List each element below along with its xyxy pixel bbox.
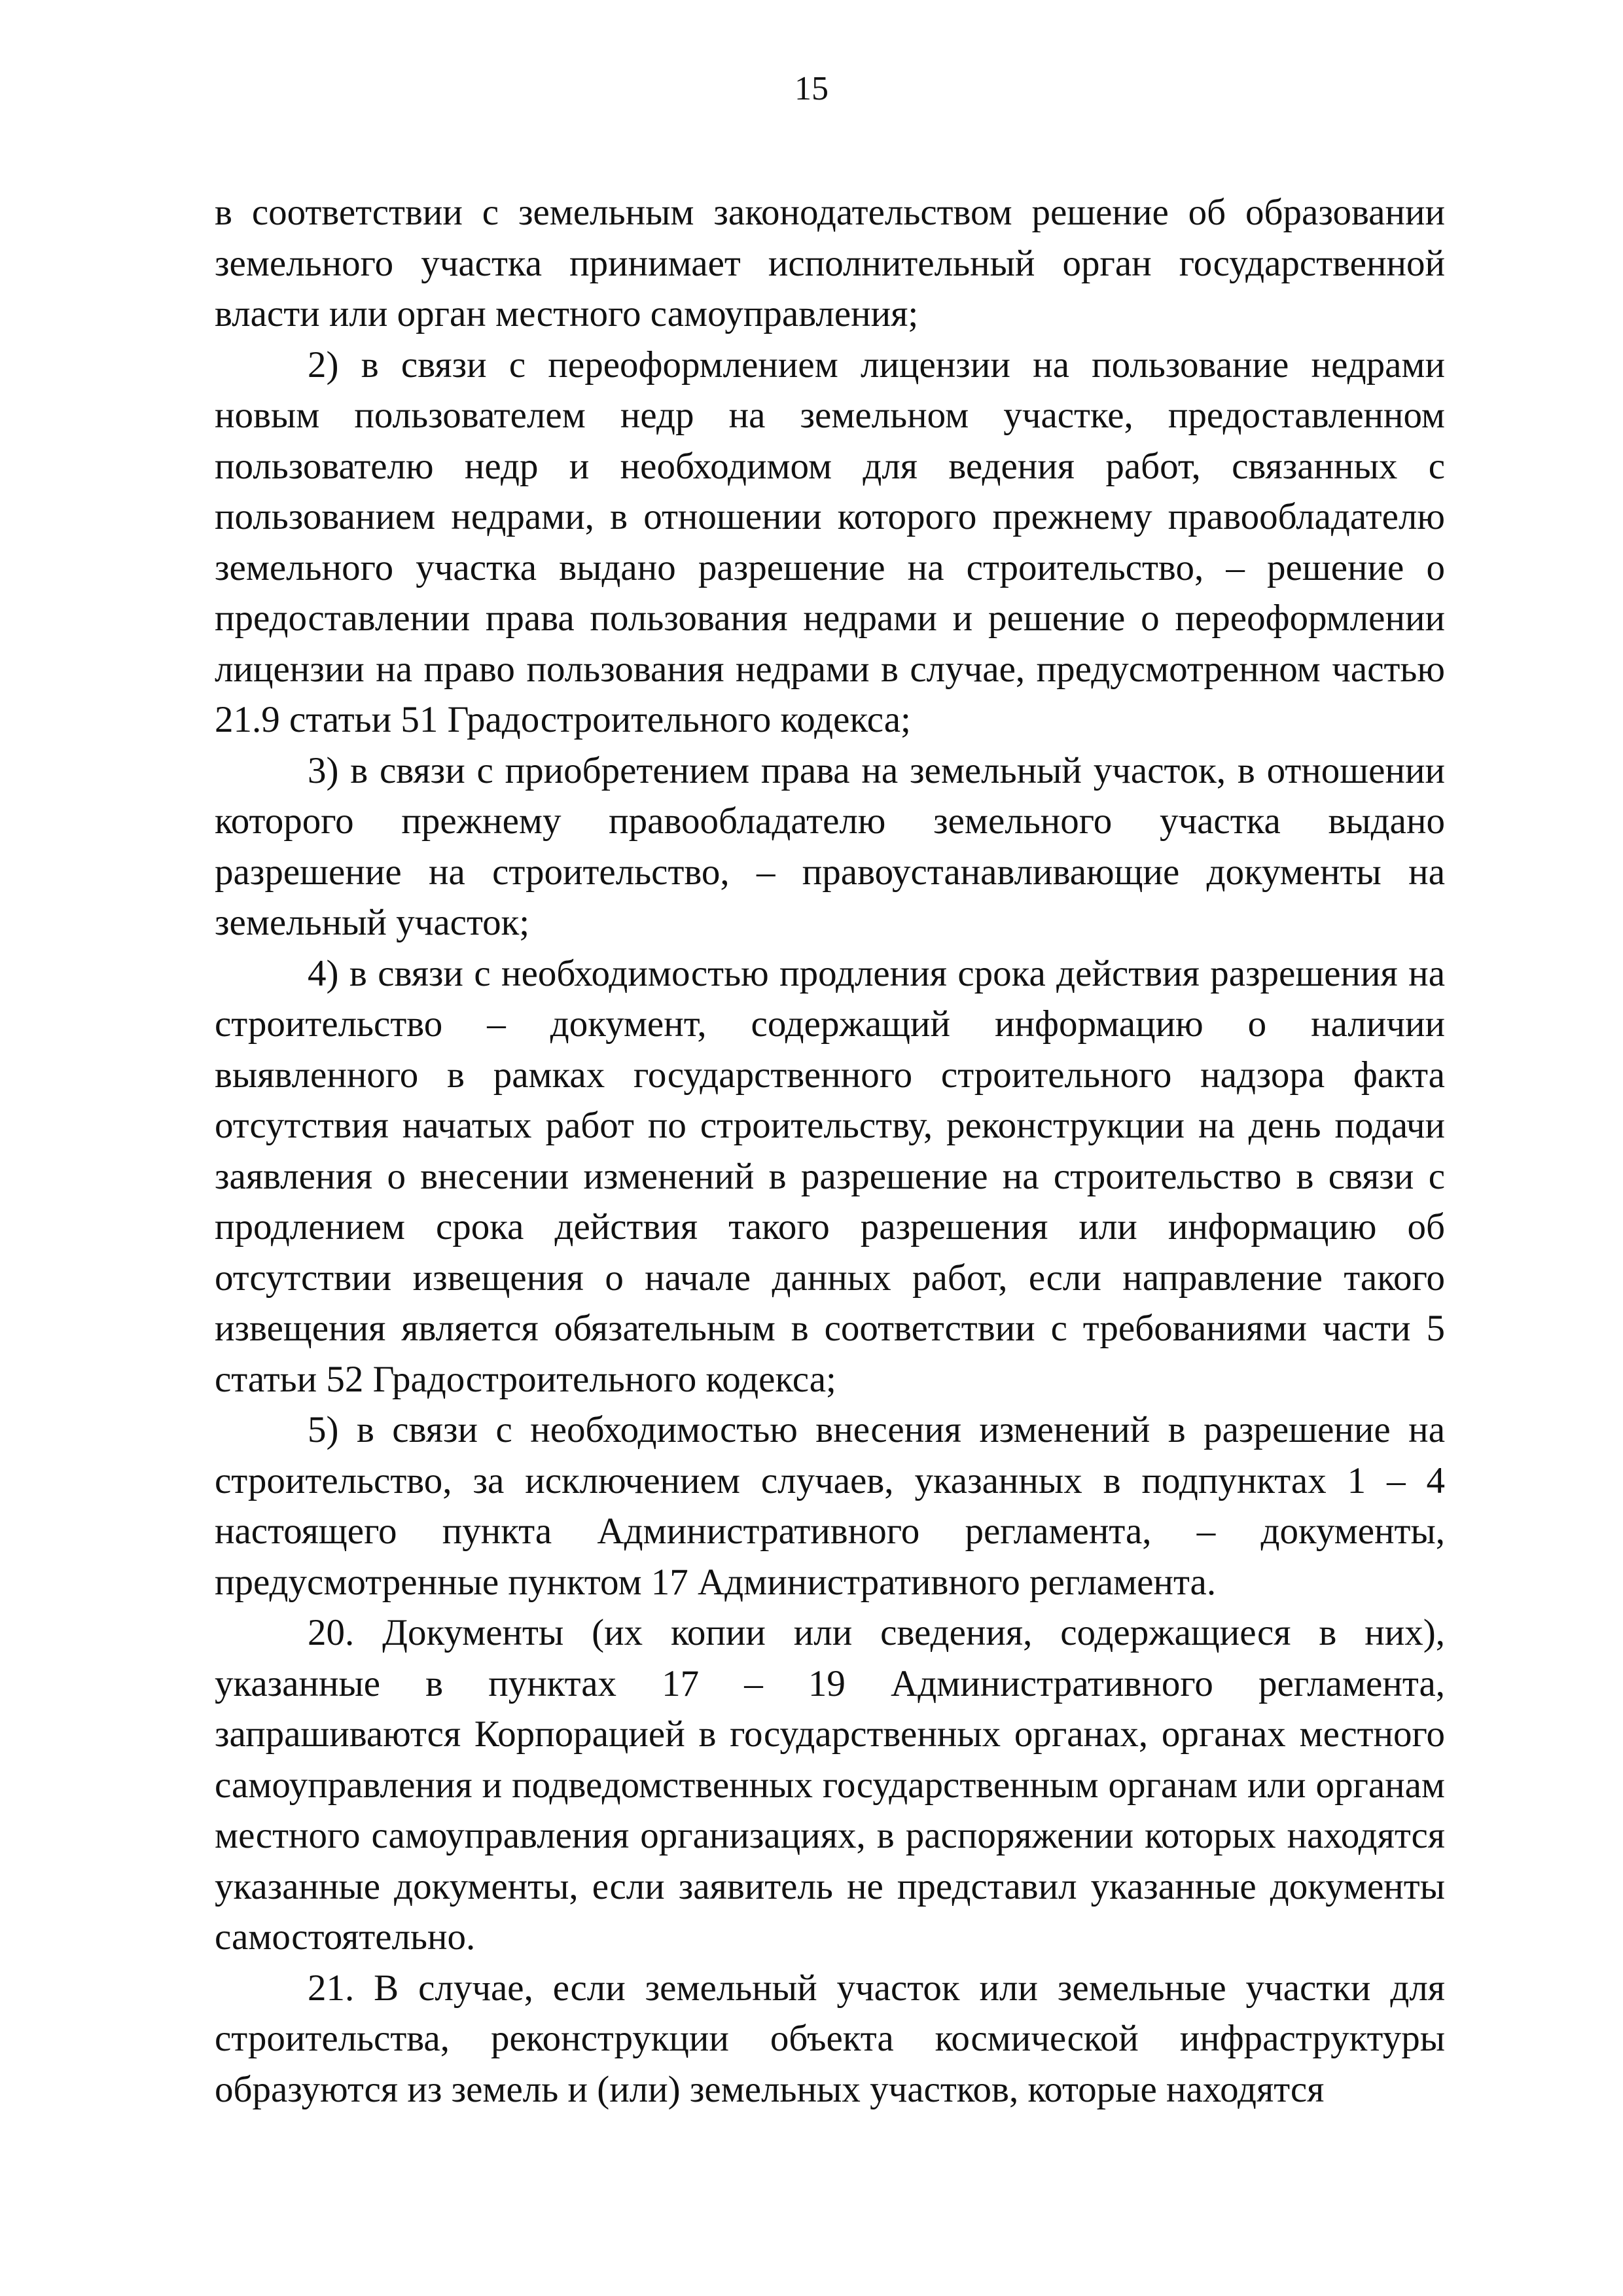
paragraph-continuation: в соответствии с земельным законодательством решение об образовании земельного участка принимает исполнительный орган государственной власти или орган местного самоуправления; [215, 192, 1445, 334]
paragraph-item-4: 4) в связи с необходимостью продления срока действия разрешения на строительство – документ, содержащий информацию о наличии выявленного в рамках государственного строительного надзора факта отсутствия начатых работ по строительству, реконструкции на день подачи заявления о внесении изменений в разрешение на строительство в связи с продлением срока действия такого разрешения или информацию об отсутствии извещения о начале данных работ, если направление такого извещения является обязательным в соответствии с требованиями части 5 статьи 52 Градостроительного кодекса; [215, 952, 1445, 1400]
paragraph-section-20: 20. Документы (их копии или сведения, содержащиеся в них), указанные в пунктах 17 – 19 Административного регламента, запрашиваются Корпорацией в государственных органах, органах местного самоуправления и подведомственных государственным органам или органам местного самоуправления организациях, в распоряжении которых находятся указанные документы, если заявитель не представил указанные документы самостоятельно. [215, 1612, 1445, 1958]
paragraph-item-3: 3) в связи с приобретением права на земельный участок, в отношении которого прежнему правообладателю земельного участка выдано разрешение на строительство, – правоустанавливающие документы на земельный участок; [215, 749, 1445, 943]
paragraph-item-5: 5) в связи с необходимостью внесения изменений в разрешение на строительство, за исключением случаев, указанных в подпунктах 1 – 4 настоящего пункта Административного регламента, – документы, предусмотренные пунктом 17 Административного регламента. [215, 1409, 1445, 1603]
page-number: 15 [794, 70, 829, 107]
paragraph-item-2: 2) в связи с переоформлением лицензии на пользование недрами новым пользователем недр на земельном участке, предоставленном пользователю недр и необходимом для ведения работ, связанных с пользованием недрами, в отношении которого прежнему правообладателю земельного участка выдано разрешение на строительство, – решение о предоставлении права пользования недрами и решение о переоформлении лицензии на право пользования недрами в случае, предусмотренном частью 21.9 статьи 51 Градостроительного кодекса; [215, 344, 1445, 740]
paragraph-section-21: 21. В случае, если земельный участок или земельные участки для строительства, реконструкции объекта космической инфраструктуры образуются из земель и (или) земельных участков, которые находятся [215, 1967, 1445, 2110]
document-body [215, 187, 1445, 2115]
